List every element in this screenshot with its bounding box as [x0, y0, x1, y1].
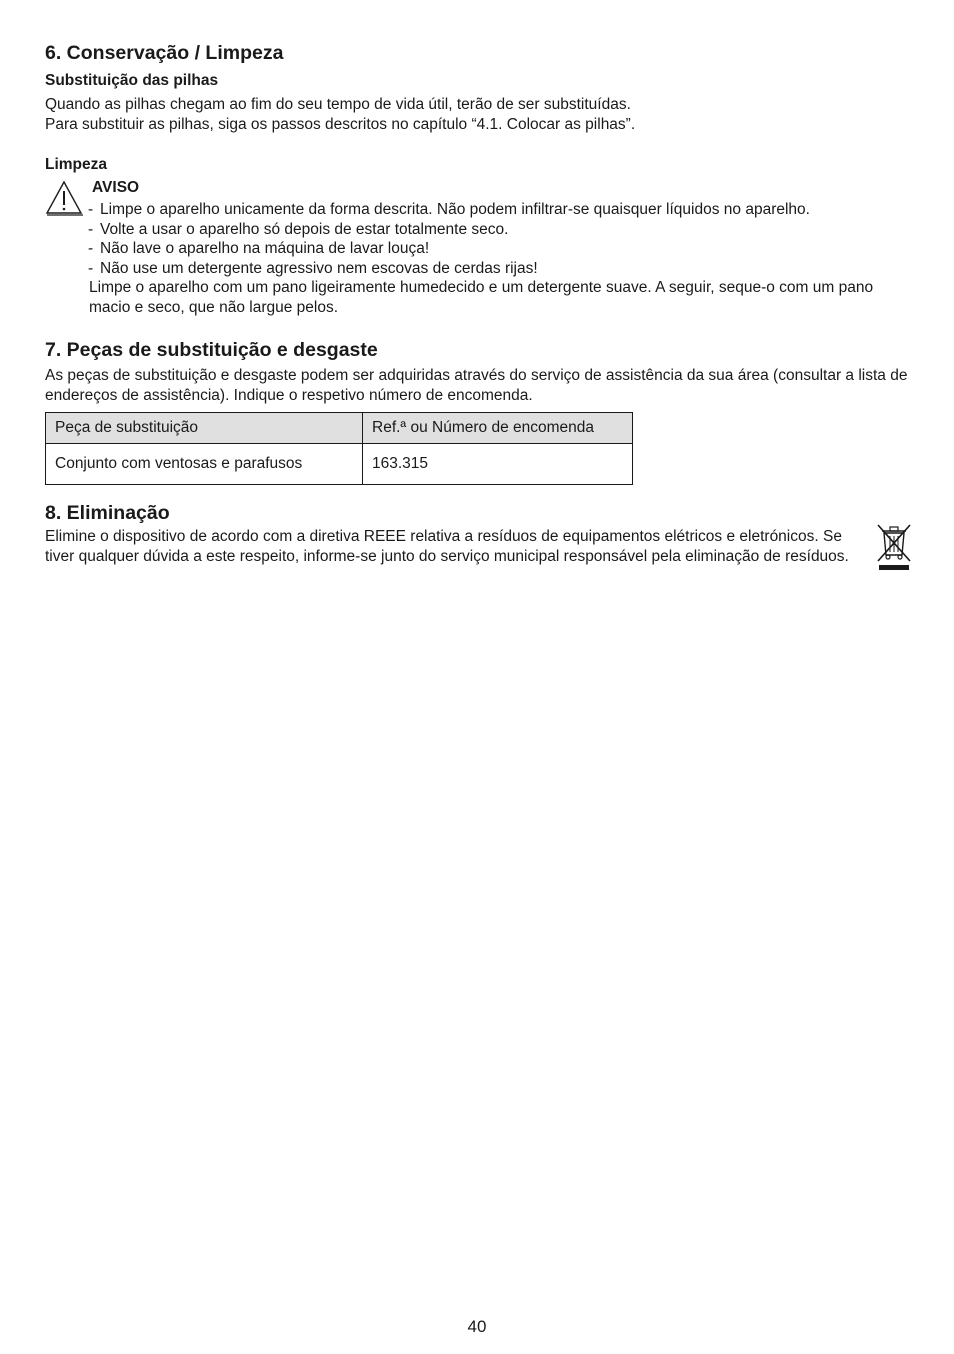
table-cell-order-number: 163.315 [363, 444, 633, 485]
section-7-title: 7. Peças de substituição e desgaste [45, 339, 378, 361]
section-7-text: As peças de substituição e desgaste podem ser adquiridas através do serviço de assistência da sua área (consultar a lista de endereços de assistência). Indique o respetivo número de encomenda. [45, 367, 908, 404]
section-8-text: Elimine o dispositivo de acordo com a diretiva REEE relativa a resíduos de equipamentos elétricos e eletrónicos. Se tiver qualquer dúvida a este respeito, informe-se junto do serviço municipal responsável pela eliminação de resíduos. [45, 528, 849, 565]
page-number: 40 [467, 1317, 487, 1336]
table-row [46, 444, 633, 485]
warning-triangle-icon [45, 180, 83, 216]
table-header-order-number: Ref.ª ou Número de encomenda [363, 413, 633, 444]
warning-item: - Limpe o aparelho unicamente da forma descrita. Não podem infiltrar-se quaisquer líquidos no aparelho. [88, 201, 810, 218]
warning-item: - Não lave o aparelho na máquina de lavar louça! [88, 240, 430, 257]
battery-replacement-heading: Substituição das pilhas [45, 72, 219, 89]
section-8-title: 8. Eliminação [45, 502, 170, 524]
battery-line-2: Para substituir as pilhas, siga os passos descritos no capítulo “4.1. Colocar as pilhas”. [45, 115, 636, 133]
section-6-title: 6. Conservação / Limpeza [45, 42, 284, 64]
warning-list [88, 200, 911, 278]
table-header-part: Peça de substituição [46, 413, 363, 444]
table-cell-part: Conjunto com ventosas e parafusos [46, 444, 363, 485]
warning-block [45, 178, 911, 317]
cleaning-instructions: Limpe o aparelho com um pano ligeiramente humedecido e um detergente suave. A seguir, seque-o com um pano macio e seco, que não largue pelos. [89, 279, 874, 316]
crossed-out-bin-icon [875, 521, 913, 571]
battery-line-1: Quando as pilhas chegam ao fim do seu tempo de vida útil, terão de ser substituídas. [45, 96, 631, 113]
disposal-section [45, 527, 911, 566]
cleaning-heading: Limpeza [45, 156, 108, 173]
table-header-row [46, 413, 633, 444]
battery-replacement-text [45, 95, 911, 134]
warning-item: - Não use um detergente agressivo nem escovas de cerdas rijas! [88, 259, 538, 277]
warning-label: AVISO [92, 179, 140, 196]
document-page [45, 40, 911, 566]
warning-item: - Volte a usar o aparelho só depois de estar totalmente seco. [88, 220, 509, 238]
parts-table [45, 412, 633, 485]
